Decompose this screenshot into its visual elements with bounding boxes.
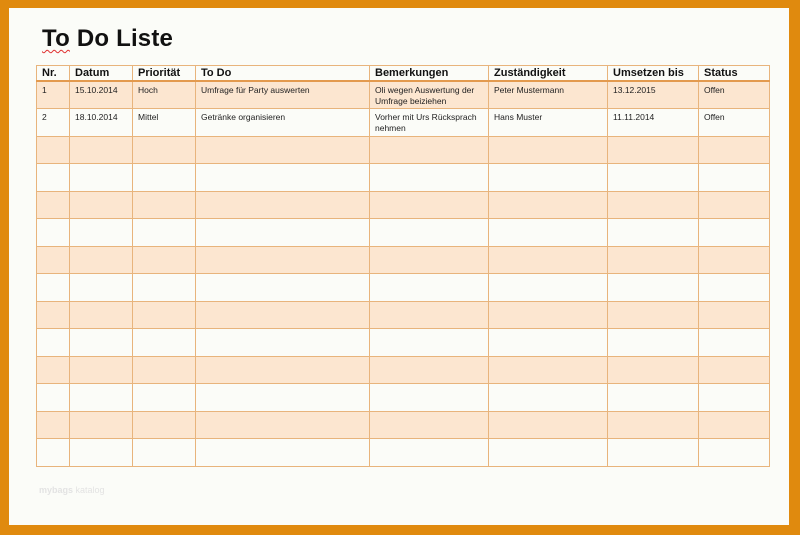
cell-todo[interactable] bbox=[196, 191, 370, 219]
cell-nr[interactable] bbox=[37, 411, 70, 439]
cell-prioritaet[interactable] bbox=[133, 301, 196, 329]
cell-umsetzen-bis[interactable] bbox=[608, 356, 699, 384]
cell-status[interactable] bbox=[699, 384, 770, 412]
cell-prioritaet[interactable] bbox=[133, 246, 196, 274]
header-umsetzen-bis: Umsetzen bis bbox=[608, 66, 699, 82]
cell-bemerkungen[interactable] bbox=[370, 246, 489, 274]
cell-umsetzen-bis[interactable] bbox=[608, 136, 699, 164]
table-row bbox=[37, 109, 770, 137]
cell-bemerkungen[interactable] bbox=[370, 411, 489, 439]
table-row bbox=[37, 81, 770, 109]
cell-bemerkungen[interactable] bbox=[370, 356, 489, 384]
cell-bemerkungen[interactable] bbox=[370, 219, 489, 247]
cell-status[interactable] bbox=[699, 274, 770, 302]
header-nr: Nr. bbox=[37, 66, 70, 82]
cell-bemerkungen[interactable] bbox=[370, 191, 489, 219]
cell-status[interactable] bbox=[699, 164, 770, 192]
cell-nr[interactable] bbox=[37, 439, 70, 467]
cell-umsetzen-bis[interactable] bbox=[608, 246, 699, 274]
cell-nr[interactable]: 2 bbox=[37, 109, 70, 137]
cell-prioritaet[interactable] bbox=[133, 274, 196, 302]
header-datum: Datum bbox=[70, 66, 133, 82]
cell-status[interactable] bbox=[699, 136, 770, 164]
cell-prioritaet[interactable]: Mittel bbox=[133, 109, 196, 137]
cell-prioritaet[interactable] bbox=[133, 164, 196, 192]
table-row bbox=[37, 219, 770, 247]
cell-status[interactable] bbox=[699, 219, 770, 247]
cell-zustaendigkeit[interactable] bbox=[489, 136, 608, 164]
cell-datum[interactable] bbox=[70, 164, 133, 192]
cell-zustaendigkeit[interactable] bbox=[489, 411, 608, 439]
table-row bbox=[37, 411, 770, 439]
cell-bemerkungen[interactable] bbox=[370, 439, 489, 467]
cell-umsetzen-bis[interactable] bbox=[608, 219, 699, 247]
cell-prioritaet[interactable]: Hoch bbox=[133, 81, 196, 109]
cell-datum[interactable]: 15.10.2014 bbox=[70, 81, 133, 109]
cell-umsetzen-bis[interactable] bbox=[608, 191, 699, 219]
cell-zustaendigkeit[interactable]: Hans Muster bbox=[489, 109, 608, 137]
cell-datum[interactable] bbox=[70, 246, 133, 274]
cell-todo[interactable] bbox=[196, 219, 370, 247]
title-rest: Do Liste bbox=[69, 25, 174, 52]
cell-zustaendigkeit[interactable] bbox=[489, 301, 608, 329]
header-prioritaet: Priorität bbox=[133, 66, 196, 82]
header-status: Status bbox=[699, 66, 770, 82]
cell-umsetzen-bis[interactable] bbox=[608, 439, 699, 467]
cell-status[interactable] bbox=[699, 191, 770, 219]
table-row bbox=[37, 329, 770, 357]
cell-umsetzen-bis[interactable]: 13.12.2015 bbox=[608, 81, 699, 109]
cell-zustaendigkeit[interactable]: Peter Mustermann bbox=[489, 81, 608, 109]
cell-zustaendigkeit[interactable] bbox=[489, 246, 608, 274]
cell-nr[interactable] bbox=[37, 384, 70, 412]
cell-bemerkungen[interactable] bbox=[370, 164, 489, 192]
cell-todo[interactable] bbox=[196, 329, 370, 357]
cell-datum[interactable]: 18.10.2014 bbox=[70, 109, 133, 137]
cell-nr[interactable]: 1 bbox=[37, 81, 70, 109]
cell-umsetzen-bis[interactable]: 11.11.2014 bbox=[608, 109, 699, 137]
cell-nr[interactable] bbox=[37, 246, 70, 274]
watermark-brand: mybags bbox=[39, 485, 74, 495]
cell-status[interactable] bbox=[699, 329, 770, 357]
cell-datum[interactable] bbox=[70, 191, 133, 219]
cell-prioritaet[interactable] bbox=[133, 219, 196, 247]
cell-datum[interactable] bbox=[70, 219, 133, 247]
cell-zustaendigkeit[interactable] bbox=[489, 191, 608, 219]
cell-bemerkungen[interactable] bbox=[370, 274, 489, 302]
table-row bbox=[37, 384, 770, 412]
table-row bbox=[37, 356, 770, 384]
header-todo: To Do bbox=[196, 66, 370, 82]
cell-umsetzen-bis[interactable] bbox=[608, 301, 699, 329]
cell-nr[interactable] bbox=[37, 356, 70, 384]
cell-datum[interactable] bbox=[70, 301, 133, 329]
document-page bbox=[9, 8, 789, 525]
cell-zustaendigkeit[interactable] bbox=[489, 164, 608, 192]
cell-todo[interactable]: Umfrage für Party auswerten bbox=[196, 81, 370, 109]
cell-prioritaet[interactable] bbox=[133, 356, 196, 384]
cell-umsetzen-bis[interactable] bbox=[608, 329, 699, 357]
cell-nr[interactable] bbox=[37, 301, 70, 329]
cell-status[interactable] bbox=[699, 439, 770, 467]
cell-bemerkungen[interactable]: Oli wegen Auswertung der Umfrage beiziehen bbox=[370, 81, 489, 109]
cell-umsetzen-bis[interactable] bbox=[608, 164, 699, 192]
cell-prioritaet[interactable] bbox=[133, 439, 196, 467]
cell-datum[interactable] bbox=[70, 439, 133, 467]
table-row bbox=[37, 439, 770, 467]
cell-datum[interactable] bbox=[70, 356, 133, 384]
table-row bbox=[37, 274, 770, 302]
cell-prioritaet[interactable] bbox=[133, 384, 196, 412]
cell-datum[interactable] bbox=[70, 329, 133, 357]
cell-zustaendigkeit[interactable] bbox=[489, 439, 608, 467]
cell-datum[interactable] bbox=[70, 411, 133, 439]
table-header-row bbox=[37, 66, 770, 82]
cell-zustaendigkeit[interactable] bbox=[489, 219, 608, 247]
cell-umsetzen-bis[interactable] bbox=[608, 384, 699, 412]
cell-todo[interactable] bbox=[196, 356, 370, 384]
cell-nr[interactable] bbox=[37, 136, 70, 164]
cell-nr[interactable] bbox=[37, 219, 70, 247]
cell-todo[interactable] bbox=[196, 246, 370, 274]
cell-zustaendigkeit[interactable] bbox=[489, 329, 608, 357]
header-bemerkungen: Bemerkungen bbox=[370, 66, 489, 82]
cell-nr[interactable] bbox=[37, 274, 70, 302]
cell-prioritaet[interactable] bbox=[133, 411, 196, 439]
cell-todo[interactable] bbox=[196, 136, 370, 164]
table-row bbox=[37, 164, 770, 192]
cell-todo[interactable]: Getränke organisieren bbox=[196, 109, 370, 137]
cell-umsetzen-bis[interactable] bbox=[608, 411, 699, 439]
cell-datum[interactable] bbox=[70, 136, 133, 164]
cell-status[interactable] bbox=[699, 356, 770, 384]
cell-prioritaet[interactable] bbox=[133, 136, 196, 164]
table-row bbox=[37, 191, 770, 219]
cell-status[interactable]: Offen bbox=[699, 81, 770, 109]
watermark-suffix: katalog bbox=[73, 485, 105, 495]
cell-bemerkungen[interactable] bbox=[370, 329, 489, 357]
todo-table bbox=[36, 65, 770, 467]
cell-status[interactable] bbox=[699, 246, 770, 274]
cell-datum[interactable] bbox=[70, 384, 133, 412]
cell-nr[interactable] bbox=[37, 164, 70, 192]
cell-todo[interactable] bbox=[196, 274, 370, 302]
cell-bemerkungen[interactable] bbox=[370, 136, 489, 164]
cell-todo[interactable] bbox=[196, 411, 370, 439]
cell-todo[interactable] bbox=[196, 301, 370, 329]
table-row bbox=[37, 136, 770, 164]
table-row bbox=[37, 301, 770, 329]
cell-nr[interactable] bbox=[37, 329, 70, 357]
cell-datum[interactable] bbox=[70, 274, 133, 302]
cell-status[interactable] bbox=[699, 411, 770, 439]
cell-bemerkungen[interactable]: Vorher mit Urs Rücksprach nehmen bbox=[370, 109, 489, 137]
cell-zustaendigkeit[interactable] bbox=[489, 384, 608, 412]
cell-bemerkungen[interactable] bbox=[370, 384, 489, 412]
cell-todo[interactable] bbox=[196, 164, 370, 192]
title-word-to: To bbox=[42, 25, 70, 52]
page-title bbox=[42, 25, 173, 53]
cell-zustaendigkeit[interactable] bbox=[489, 356, 608, 384]
cell-prioritaet[interactable] bbox=[133, 191, 196, 219]
table-row bbox=[37, 246, 770, 274]
cell-status[interactable] bbox=[699, 301, 770, 329]
cell-umsetzen-bis[interactable] bbox=[608, 274, 699, 302]
cell-todo[interactable] bbox=[196, 439, 370, 467]
cell-zustaendigkeit[interactable] bbox=[489, 274, 608, 302]
cell-nr[interactable] bbox=[37, 191, 70, 219]
cell-bemerkungen[interactable] bbox=[370, 301, 489, 329]
watermark bbox=[39, 485, 105, 495]
header-zustaendigkeit: Zuständigkeit bbox=[489, 66, 608, 82]
cell-status[interactable]: Offen bbox=[699, 109, 770, 137]
cell-todo[interactable] bbox=[196, 384, 370, 412]
cell-prioritaet[interactable] bbox=[133, 329, 196, 357]
